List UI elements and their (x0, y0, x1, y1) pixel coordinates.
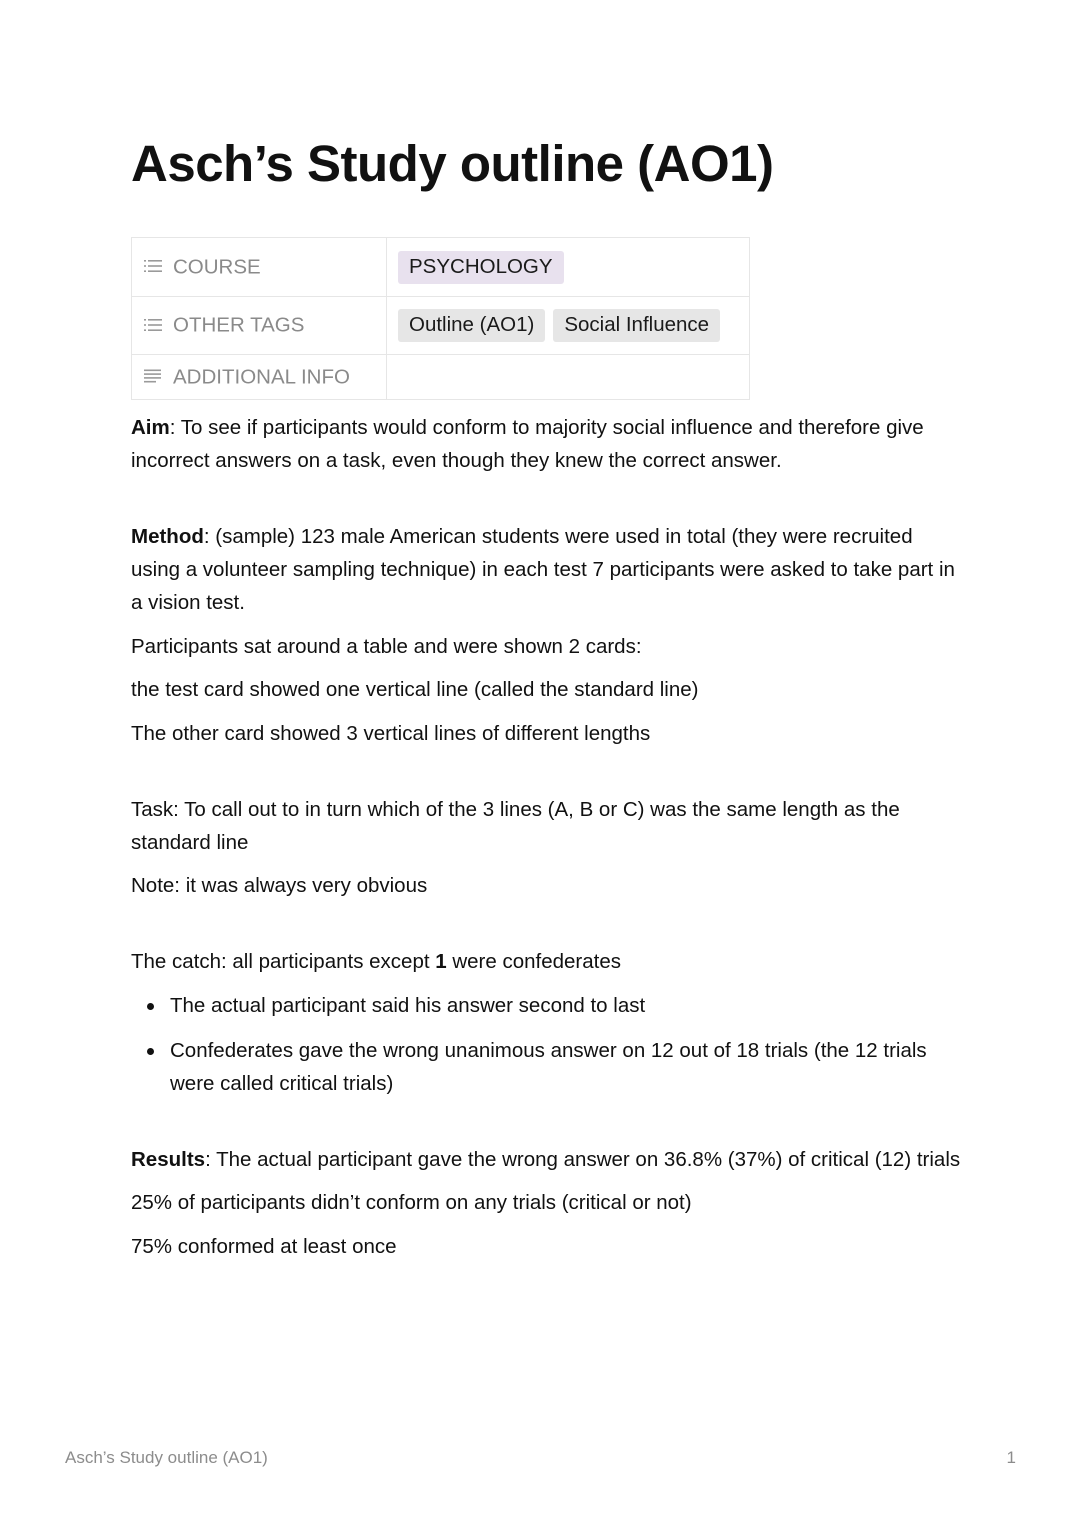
property-name-additional-info[interactable] (132, 355, 387, 400)
catch-number: 1 (435, 950, 447, 973)
property-value-other-tags[interactable] (387, 297, 750, 355)
property-name-course[interactable] (132, 238, 387, 297)
page-content (131, 411, 961, 1273)
task-paragraph: Task: To call out to in turn which of the 3 lines (A, B or C) was the same length as the standard line (131, 797, 900, 854)
list-item: Confederates gave the wrong unanimous answer on 12 out of 18 trials (the 12 trials were called critical trials) (170, 1034, 961, 1100)
method-paragraph (131, 520, 961, 619)
aim-paragraph (131, 411, 961, 477)
catch-paragraph (131, 945, 961, 978)
method-label: Method (131, 525, 204, 548)
results-text: : The actual participant gave the wrong answer on 36.8% (37%) of critical (12) trials (205, 1147, 961, 1171)
property-name-other-tags[interactable] (132, 297, 387, 355)
properties-table (131, 237, 750, 400)
list-item: The actual participant said his answer second to last (170, 989, 961, 1022)
cards-paragraph: Participants sat around a table and were shown 2 cards: (131, 634, 642, 658)
catch-bullet-list (131, 989, 961, 1100)
test-card-paragraph: the test card showed one vertical line (called the standard line) (131, 678, 699, 701)
tag-social-influence[interactable]: Social Influence (553, 309, 720, 342)
tag-psychology[interactable]: PSYCHOLOGY (398, 251, 564, 284)
results-label: Results (131, 1147, 206, 1171)
aim-label: Aim (131, 416, 170, 439)
method-text: : (sample) 123 male American students were used in total (they were recruited using a volunteer sampling technique) in each test 7 participants were asked to take part in a vision test. (131, 525, 955, 614)
tag-outline-ao1[interactable]: Outline (AO1) (398, 309, 545, 342)
property-label: ADDITIONAL INFO (173, 365, 350, 389)
footer-title: Asch’s Study outline (AO1) (65, 1448, 268, 1467)
results-paragraph (131, 1143, 961, 1176)
other-card-paragraph: The other card showed 3 vertical lines of different lengths (131, 721, 651, 745)
catch-text-after: were confederates (446, 950, 622, 973)
page-number: 1 (1006, 1448, 1016, 1467)
property-row-other-tags (132, 297, 750, 355)
property-value-additional-info[interactable] (387, 355, 750, 400)
property-row-course (132, 238, 750, 297)
property-value-course[interactable] (387, 238, 750, 297)
result-no-conform-paragraph: 25% of participants didn’t conform on any trials (critical or not) (131, 1191, 692, 1214)
text-lines-icon (144, 369, 162, 383)
property-label: COURSE (173, 255, 261, 279)
note-paragraph: Note: it was always very obvious (131, 874, 428, 897)
result-conformed-paragraph: 75% conformed at least once (131, 1234, 397, 1258)
aim-text: : To see if participants would conform to majority social influence and therefore give incorrect answers on a task, even though they knew the correct answer. (131, 416, 924, 472)
list-icon (144, 259, 162, 273)
property-label: OTHER TAGS (173, 313, 305, 337)
property-row-additional-info (132, 355, 750, 400)
page-title: Asch’s Study outline (AO1) (131, 135, 774, 192)
catch-text-before: The catch: all participants except (131, 950, 436, 973)
list-icon (144, 318, 162, 332)
